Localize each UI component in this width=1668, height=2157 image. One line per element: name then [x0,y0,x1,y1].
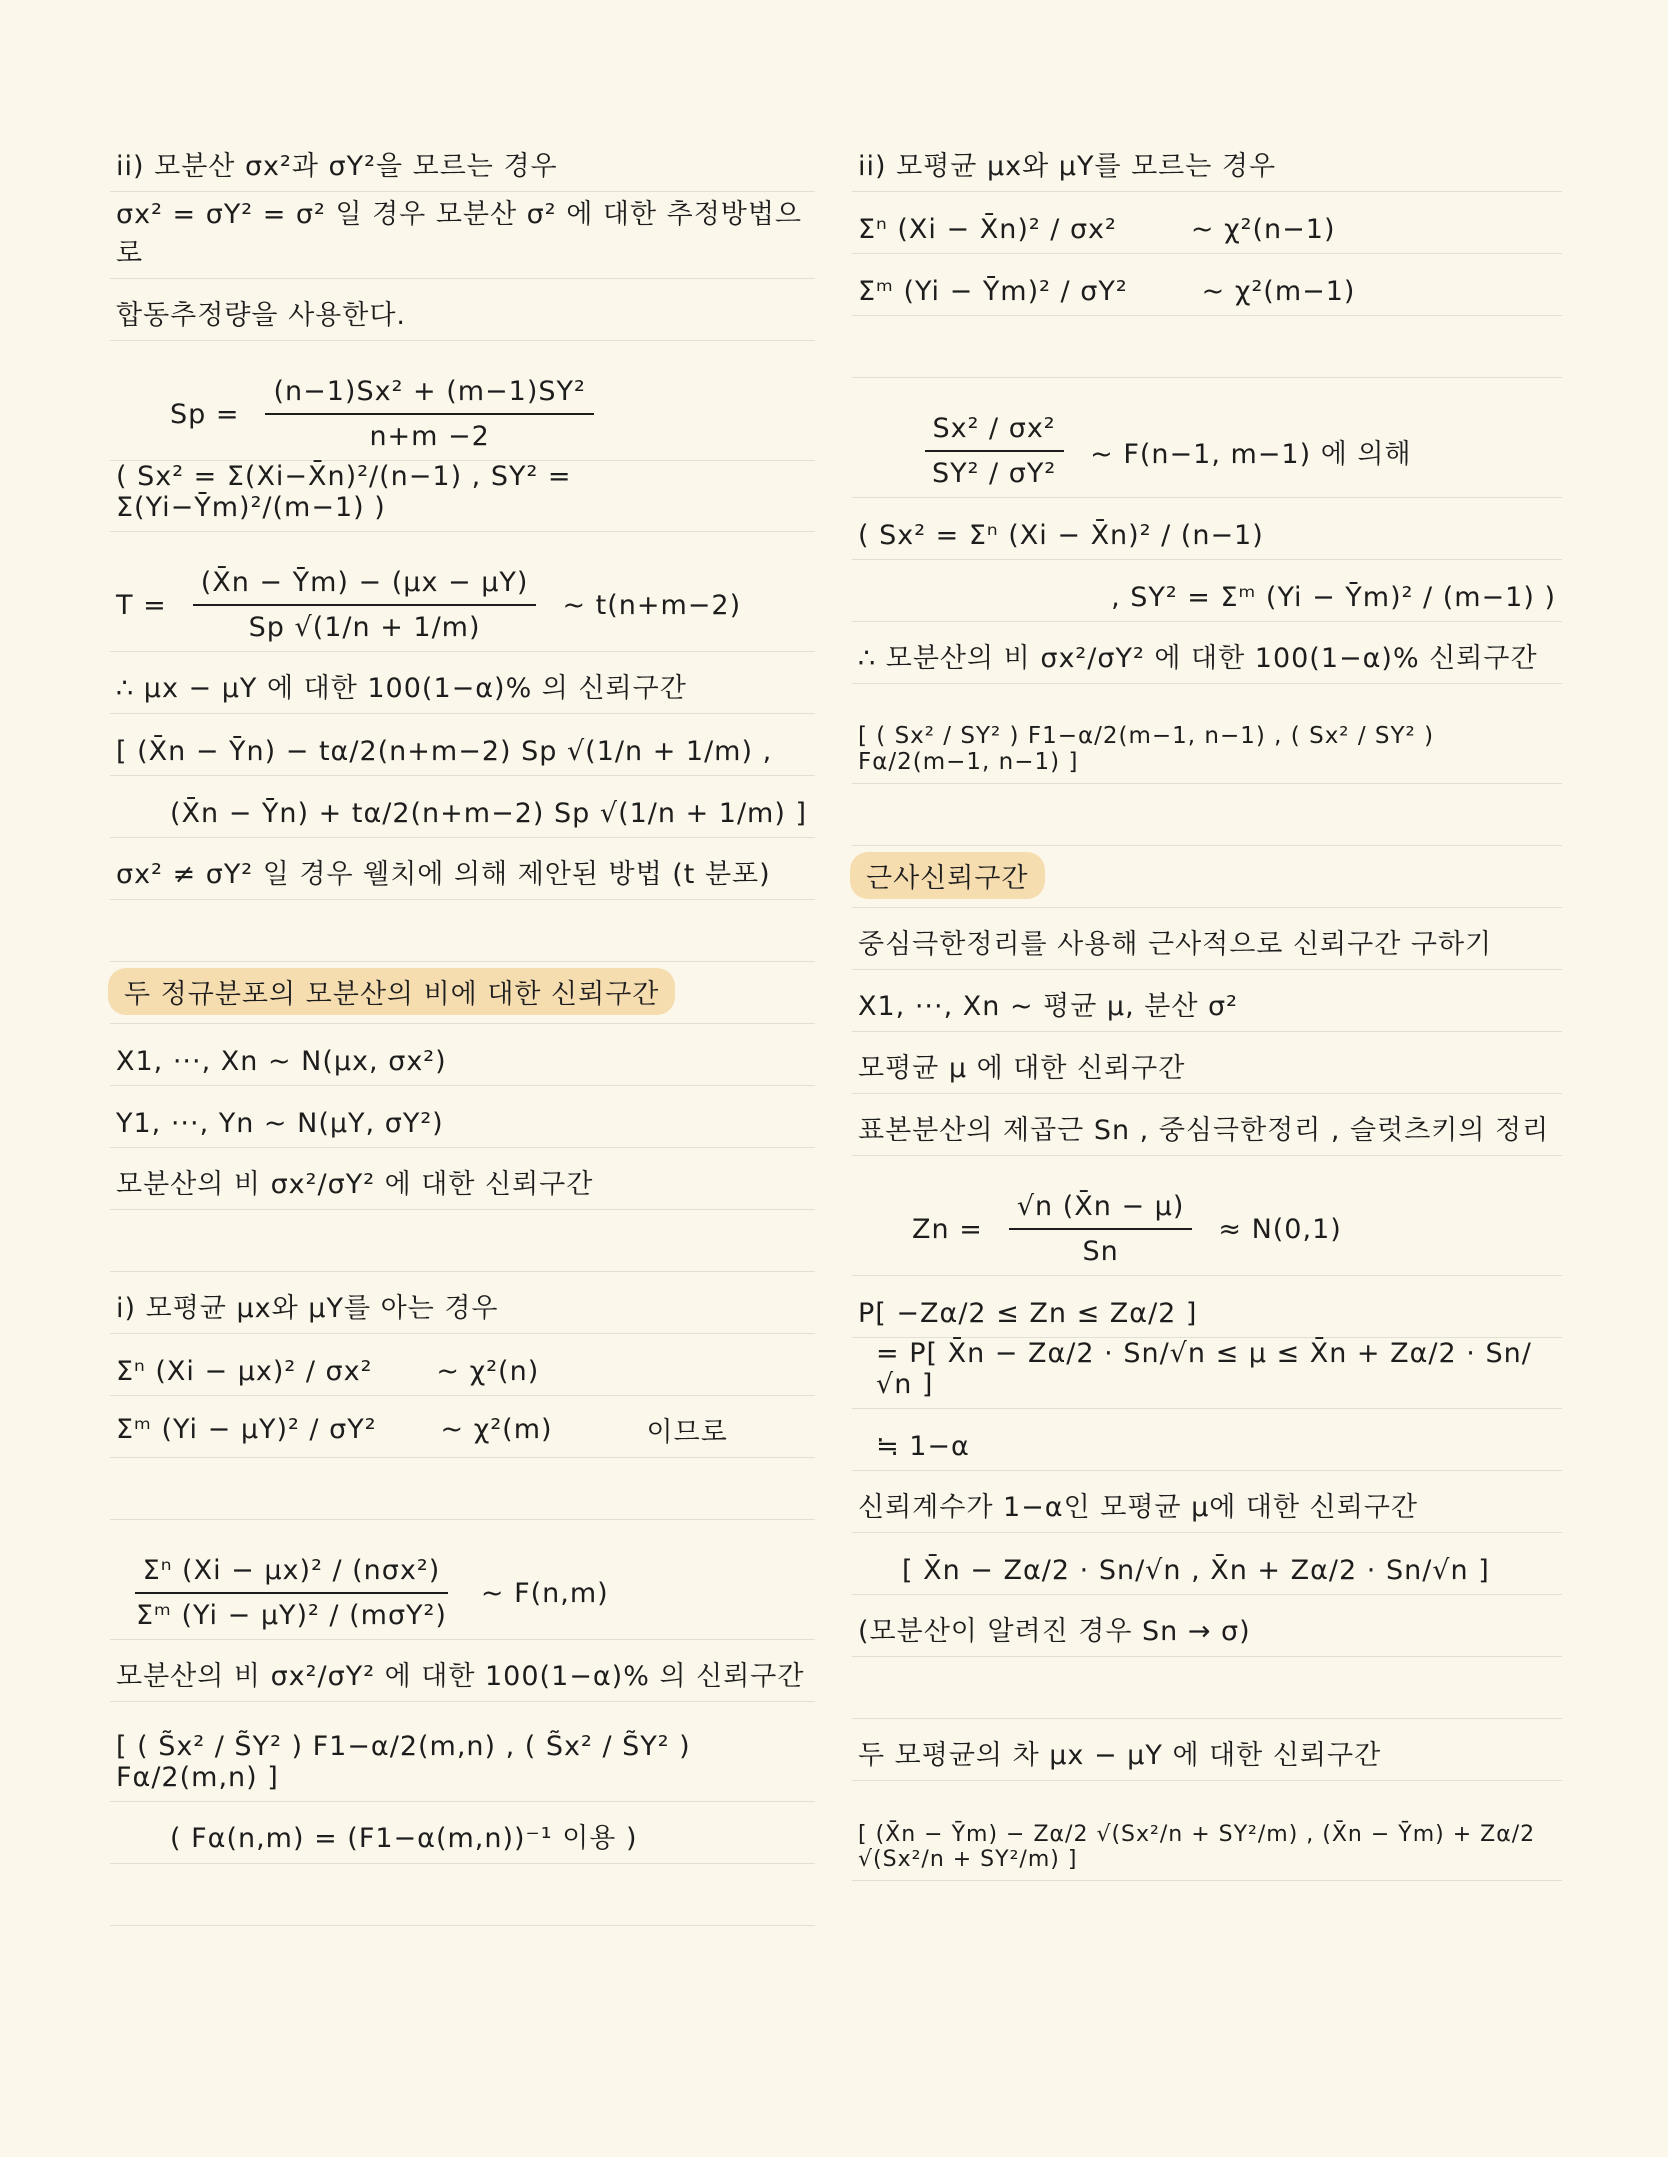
chi-square-line-x [110,1334,815,1396]
formula [912,1191,1342,1267]
formula [170,376,606,452]
fraction [1009,1191,1193,1267]
note-line [852,1781,1562,1881]
note-text: (모분산이 알려진 경우 Sn → σ) [858,1616,1251,1647]
blank-line [110,900,815,962]
blank-line [852,1657,1562,1719]
formula-rhs: ~ F(n−1, m−1) 에 의해 [1090,438,1412,470]
fraction [193,567,537,643]
note-line [110,1702,815,1802]
blank-line [110,1458,815,1520]
note-text: X1, ···, Xn ~ N(μx, σx²) [116,1046,447,1077]
fraction-numerator: (X̄n − Ȳm) − (μx − μY) [193,567,537,606]
note-line [110,192,815,279]
note-text: σx² ≠ σY² 일 경우 웰치에 의해 제안된 방법 (t 분포) [116,859,771,890]
fraction-denominator: n+m −2 [369,421,490,452]
formula-lhs: Σⁿ (Xi − μx)² / σx² [116,1356,373,1387]
pooled-variance-formula [110,341,815,461]
formula [116,1356,539,1387]
note-text: [ ( S̃x² / S̃Y² ) F1−α/2(m,n) , ( S̃x² / S̃Y² ) Fα/2(m,n) ] [116,1731,691,1793]
note-line [852,622,1562,684]
note-line [852,1032,1562,1094]
note-line [852,1276,1562,1338]
fraction [265,376,593,452]
blank-line [852,784,1562,846]
note-line [110,1024,815,1086]
note-text: ( Sx² = Σⁿ (Xi − X̄n)² / (n−1) [858,520,1264,551]
fraction-denominator: Σᵐ (Yi − μY)² / (mσY²) [136,1600,447,1631]
fraction [924,413,1064,489]
formula-lhs: T = [116,589,167,621]
note-text: = P[ X̄n − Zα/2 · Sn/√n ≤ μ ≤ X̄n + Zα/2 · Sn/√n ] [876,1338,1532,1400]
note-line [110,1802,815,1864]
blank-line [852,316,1562,378]
note-line [110,1148,815,1210]
note-text: ≒ 1−α [876,1431,970,1462]
fraction-numerator: Sx² / σx² [925,413,1064,452]
fraction-denominator: Sn [1082,1236,1119,1267]
fraction-numerator: (n−1)Sx² + (m−1)SY² [265,376,593,415]
note-text: 두 모평균의 차 μx − μY 에 대한 신뢰구간 [858,1740,1382,1771]
formula-lhs: Zn = [912,1213,983,1245]
formula-lhs: Sp = [170,398,240,430]
note-text: 모분산의 비 σx²/σY² 에 대한 100(1−α)% 의 신뢰구간 [116,1661,805,1692]
left-column [110,130,815,1926]
formula [858,214,1335,245]
note-line [110,461,815,532]
formula-rhs: ~ χ²(n) [436,1356,540,1387]
note-line [852,1338,1562,1409]
note-line [852,560,1562,622]
right-column [852,130,1562,1881]
section-heading-known-mean [110,1272,815,1334]
blank-line [110,1210,815,1272]
note-text: (X̄n − Ȳn) + tα/2(n+m−2) Sp √(1/n + 1/m) ] [170,798,808,829]
formula [116,1555,609,1631]
formula-rhs: ≈ N(0,1) [1218,1213,1342,1245]
note-text: ii) 모평균 μx와 μY를 모르는 경우 [858,151,1277,182]
note-text: 모평균 μ 에 대한 신뢰구간 [858,1053,1186,1084]
note-text: [ (X̄n − Ȳn) − tα/2(n+m−2) Sp √(1/n + 1/m) , [116,736,773,767]
note-line [852,684,1562,784]
formula-lhs: Σⁿ (Xi − X̄n)² / σx² [858,214,1117,245]
note-text: [ X̄n − Zα/2 · Sn/√n , X̄n + Zα/2 · Sn/√n ] [902,1555,1490,1586]
note-line [110,714,815,776]
note-line [852,1719,1562,1781]
note-line [852,970,1562,1032]
chi-square-line-y [852,254,1562,316]
formula-rhs: ~ t(n+m−2) [562,589,742,621]
note-text: , SY² = Σᵐ (Yi − Ȳm)² / (m−1) ) [1111,582,1556,613]
fraction-denominator: SY² / σY² [932,458,1057,489]
formula-rhs: ~ F(n,m) [480,1577,609,1609]
formula-rhs: ~ χ²(m−1) [1201,276,1356,307]
note-text: X1, ···, Xn ~ 평균 μ, 분산 σ² [858,991,1238,1022]
blank-line [110,1864,815,1926]
note-line [852,1595,1562,1657]
note-text: ∴ μx − μY 에 대한 100(1−α)% 의 신뢰구간 [116,673,687,704]
note-line [852,1094,1562,1156]
formula [116,567,741,643]
t-statistic-formula [110,532,815,652]
note-text: P[ −Zα/2 ≤ Zn ≤ Zα/2 ] [858,1298,1198,1329]
note-text: ( Sx² = Σ(Xi−X̄n)²/(n−1) , SY² = Σ(Yi−Ȳm)²/(m−1) ) [116,461,572,523]
formula [116,1410,728,1449]
section-heading-unknown-mean [852,130,1562,192]
f-statistic-formula [110,1520,815,1640]
note-line [110,838,815,900]
note-text: 신뢰계수가 1−α인 모평균 μ에 대한 신뢰구간 [858,1492,1419,1523]
highlighted-heading: 근사신뢰구간 [850,852,1045,899]
note-text: ∴ 모분산의 비 σx²/σY² 에 대한 100(1−α)% 신뢰구간 [858,643,1538,674]
formula-lhs: Σᵐ (Yi − μY)² / σY² [116,1414,377,1445]
f-statistic-formula [852,378,1562,498]
formula [912,413,1412,489]
fraction [128,1555,455,1631]
formula-lhs: Σᵐ (Yi − Ȳm)² / σY² [858,276,1128,307]
note-text: 이므로 [646,1417,728,1448]
note-text: 모분산의 비 σx²/σY² 에 대한 신뢰구간 [116,1169,594,1200]
note-text: Y1, ···, Yn ~ N(μY, σY²) [116,1108,444,1139]
z-statistic-formula [852,1156,1562,1276]
note-line [852,1409,1562,1471]
note-text: 합동추정량을 사용한다. [116,300,406,331]
chi-square-line-x [852,192,1562,254]
note-line [110,1086,815,1148]
note-text: ( Fα(n,m) = (F1−α(m,n))⁻¹ 이용 ) [170,1823,638,1854]
formula [858,276,1355,307]
note-text: [ (X̄n − Ȳm) − Zα/2 √(Sx²/n + SY²/m) , (X̄n − Ȳm) + Zα/2 √(Sx²/n + SY²/m) ] [858,1822,1536,1872]
note-text: 표본분산의 제곱근 Sn , 중심극한정리 , 슬럿츠키의 정리 [858,1115,1550,1146]
note-line [110,776,815,838]
fraction-numerator: Σⁿ (Xi − μx)² / (nσx²) [135,1555,449,1594]
note-line [852,908,1562,970]
formula-rhs: ~ χ²(n−1) [1190,214,1336,245]
fraction-denominator: Sp √(1/n + 1/m) [248,612,481,643]
note-text: i) 모평균 μx와 μY를 아는 경우 [116,1293,499,1324]
note-text: ii) 모분산 σx²과 σY²을 모르는 경우 [116,151,558,182]
note-line [110,279,815,341]
note-text: [ ( Sx² / SY² ) F1−α/2(m−1, n−1) , ( Sx² / SY² ) Fα/2(m−1, n−1) ] [858,723,1435,775]
note-line [110,652,815,714]
note-line [852,1471,1562,1533]
formula-rhs: ~ χ²(m) [440,1414,553,1445]
section-heading-approx-interval [852,846,1562,908]
fraction-numerator: √n (X̄n − μ) [1009,1191,1193,1230]
note-line [852,498,1562,560]
chi-square-line-y [110,1396,815,1458]
note-text: 중심극한정리를 사용해 근사적으로 신뢰구간 구하기 [858,929,1493,960]
section-heading-variance-ratio [110,962,815,1024]
highlighted-heading: 두 정규분포의 모분산의 비에 대한 신뢰구간 [108,968,675,1015]
note-line [852,1533,1562,1595]
note-line [110,1640,815,1702]
note-text: σx² = σY² = σ² 일 경우 모분산 σ² 에 대한 추정방법으로 [116,199,803,269]
section-heading-unknown-variance [110,130,815,192]
